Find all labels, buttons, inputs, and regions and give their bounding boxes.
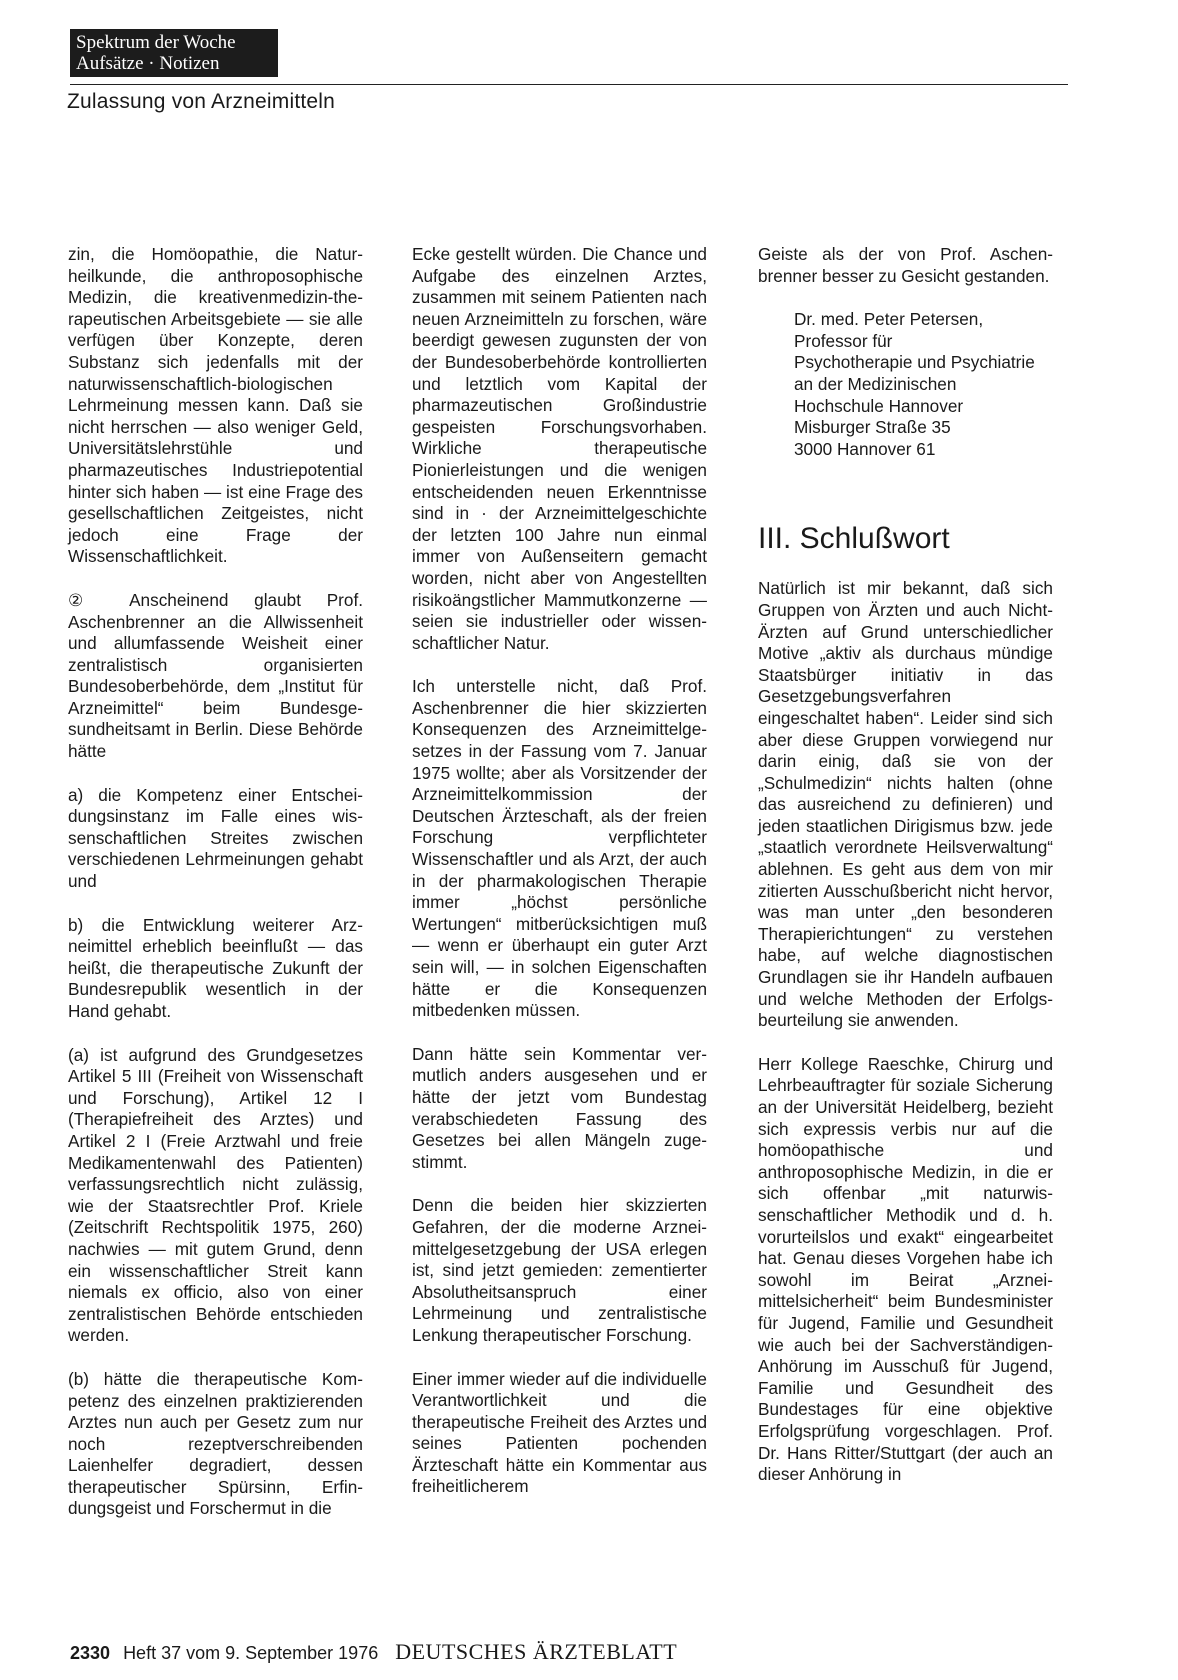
address-line: Dr. med. Peter Petersen, — [794, 309, 984, 330]
column-2 — [412, 244, 707, 1520]
paragraph: Herr Kollege Raeschke, Chirurg und Lehrbeauftragter für soziale Sicherung an der Universität Heidelberg, bezieht sich expressis verbis nur auf die homöopathische und anthroposophische Medizin, in die er sich offenbar „mit naturwissenschaftlicher Methodik und d. h. vorurteilslos und exakt“ eingearbeitet hat. Genau dieses Vorgehen habe ich sowohl im Beirat „Arzneimittelsicherheit“ beim Bundesminister für Jugend, Familie und Gesundheit wie auch bei der Sachverständigen-Anhörung im Ausschuß für Jugend, Familie und Gesundheit des Bundestages für eine objektive Erfolgsprüfung vorgeschlagen. Prof. Dr. Hans Ritter/Stuttgart (der auch an dieser Anhörung in — [758, 1053, 1053, 1485]
address-line: an der Medizinischen — [794, 373, 957, 394]
badge-line-2: Aufsätze · Notizen — [76, 53, 220, 74]
paragraph: ② Anscheinend glaubt Prof. Aschenbrenner an die Allwissenheit und allumfassende Weisheit einer zentralistisch organisierten Bundesoberbehörde, dem „Institut für Arzneimittel“ beim Bundesgesundheitsamt in Berlin. Diese Behörde hätte — [68, 589, 363, 762]
address-line: 3000 Hannover 61 — [794, 438, 936, 459]
paragraph: (b) hätte die therapeutische Kompetenz des einzelnen praktizierenden Arztes nun auch per Gesetz zum nur noch rezeptverschreibenden Laienhelfer degradiert, dessen therapeutischer Spürsinn, Erfindungsgeist und Forschermut in die — [68, 1368, 363, 1519]
author-address — [758, 309, 1053, 460]
address-line: Misburger Straße 35 — [794, 417, 951, 438]
paragraph: Einer immer wieder auf die individuelle Verantwortlichkeit und die therapeutische Freiheit des Arztes und seines Patienten pochenden Ärzteschaft hätte ein Kommentar aus freiheitlicherem — [412, 1368, 707, 1497]
paragraph: Ecke gestellt würden. Die Chance und Aufgabe des einzelnen Arztes, zusammen mit seinem Patienten nach neuen Arzneimitteln zu forschen, wäre beerdigt gewesen zugunsten der von der Bundesoberbehörde kontrollierten und letztlich vom Kapital der pharmazeutischen Großindustrie gespeisten Forschungsvorhaben. Wirkliche therapeutische Pionierleistungen und die wenigen entscheidenden neuen Erkenntnisse sind in · der Arzneimittelgeschichte der letzten 100 Jahre nun einmal immer von Außenseitern gemacht worden, nicht aber von Angestellten risikoängstlicher Mammutkonzerne — seien sie industrieller oder wissenschaftlicher Natur. — [412, 244, 707, 653]
badge-line-1: Spektrum der Woche — [76, 32, 236, 53]
paragraph: zin, die Homöopathie, die Naturheilkunde, die anthroposophische Medizin, die kreativenmedizin-therapeutischen Arbeitsgebiete — sie alle verfügen über Konzepte, deren Substanz sich jedenfalls mit der naturwissenschaftlich-biologischen Lehrmeinung messen kann. Daß sie nicht herrschen — also weniger Geld, Universitätslehrstühle und pharmazeutisches Industriepotential hinter sich haben — ist eine Frage des gesellschaftlichen Zeitgeistes, nicht jedoch eine Frage der Wissenschaftlichkeit. — [68, 244, 363, 567]
page-footer — [70, 1639, 677, 1665]
column-3 — [758, 244, 1053, 1508]
address-line: Hochschule Hannover — [794, 395, 964, 416]
section-heading: III. Schlußwort — [758, 522, 950, 556]
paragraph: b) die Entwicklung weiterer Arzneimittel erheblich beeinflußt — das heißt, die therapeutische Zukunft der Bundesrepublik wesentlich in der Hand gehabt. — [68, 914, 363, 1021]
paragraph: (a) ist aufgrund des Grundgesetzes Artikel 5 III (Freiheit von Wissenschaft und Forschung), Artikel 12 I (Therapiefreiheit des Arztes) und Artikel 2 I (Freie Arztwahl und freie Medikamentenwahl des Patienten) verfassungsrechtlich nicht zulässig, wie der Staatsrechtler Prof. Kriele (Zeitschrift Rechtspolitik 1975, 260) nachwies — mit gutem Grund, denn ein wissenschaftlicher Streit kann niemals ex officio, also von einer zentralistischen Behörde entschieden werden. — [68, 1044, 363, 1346]
section-badge — [70, 29, 278, 77]
page-number: 2330 — [70, 1643, 111, 1663]
column-1 — [68, 244, 363, 1542]
address-line: Professor für — [794, 330, 893, 351]
issue-info: Heft 37 vom 9. September 1976 — [123, 1643, 379, 1663]
paragraph: Natürlich ist mir bekannt, daß sich Gruppen von Ärzten und auch Nicht-Ärzten auf Grund unterschiedlicher Motive „aktiv als durchaus mündige Staatsbürger initiativ in das Gesetzgebungsverfahren eingeschaltet haben“. Leider sind sich aber diese Gruppen vorwiegend nur darin einig, daß sie von der „Schulmedizin“ nichts halten (ohne das ausreichend zu definieren) und jeden staatlichen Dirigismus bzw. jede „staatlich verordnete Heilsverwaltung“ ablehnen. Es geht aus dem von mir zitierten Ausschußbericht nicht hervor, was man unter „den besonderen Therapierichtungen“ zu verstehen habe, auf welche diagnostischen Grundlagen sie ihr Handeln aufbauen und welche Methoden der Erfolgsbeurteilung sie anwenden. — [758, 578, 1053, 1031]
paragraph: Ich unterstelle nicht, daß Prof. Aschenbrenner die hier skizzierten Konsequenzen des Arzneimittelgesetzes in der Fassung vom 7. Januar 1975 wollte; aber als Vorsitzender der Arzneimittelkommission der Deutschen Ärzteschaft, als der freien Forschung verpflichteter Wissenschaftler und als Arzt, der auch in der pharmakologischen Therapie immer „höchst persönliche Wertungen“ mitberücksichtigen muß — wenn er überhaupt ein guter Arzt sein will, — in solchen Eigenschaften hätte er die Konsequenzen mitbedenken müssen. — [412, 676, 707, 1021]
paragraph: a) die Kompetenz einer Entscheidungsinstanz im Falle eines wissenschaftlichen Streites zwischen verschiedenen Lehrmeinungen gehabt und — [68, 784, 363, 892]
article-section-title: Zulassung von Arzneimitteln — [67, 90, 336, 113]
paragraph: Geiste als der von Prof. Aschenbrenner besser zu Gesicht gestanden. — [758, 244, 1053, 286]
journal-masthead: DEUTSCHES ÄRZTEBLATT — [395, 1639, 678, 1664]
paragraph: Dann hätte sein Kommentar vermutlich anders ausgesehen und er hätte der jetzt vom Bundestag verabschiedeten Fassung des Gesetzes bei allen Mängeln zugestimmt. — [412, 1043, 707, 1172]
header-rule — [70, 84, 1068, 85]
address-line: Psychotherapie und Psychiatrie — [794, 352, 1035, 373]
paragraph: Denn die beiden hier skizzierten Gefahren, der die moderne Arzneimittelgesetzgebung der USA erlegen ist, sind jetzt gemieden: zementierter Absolutheitsanspruch einer Lehrmeinung und zentralistische Lenkung therapeutischer Forschung. — [412, 1195, 707, 1345]
